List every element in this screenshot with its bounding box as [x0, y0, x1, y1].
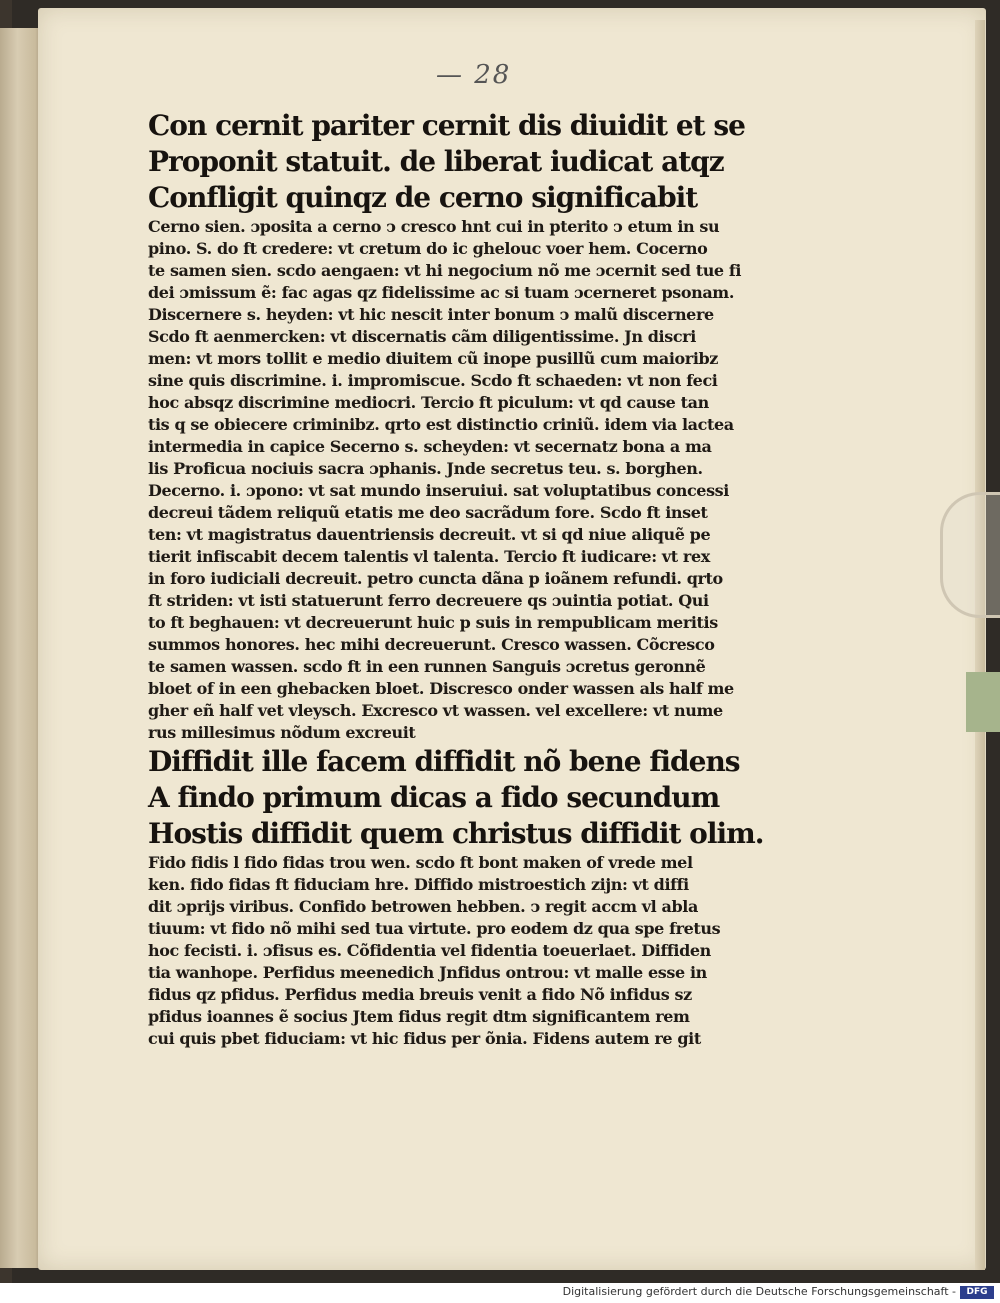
heading-line: Confligit quinqz de cerno significabit — [148, 181, 698, 214]
text-line: Decerno. i. ɔpono: vt sat mundo inseruiui. sat voluptatibus concessi — [148, 481, 729, 500]
text-line: pino. S. do ft credere: vt cretum do ic ghelouc voer hem. Cocerno — [148, 239, 708, 258]
text-line: ft striden: vt isti statuerunt ferro decreuere qs ɔuintia potiat. Qui — [148, 591, 709, 610]
text-line: summos honores. hec mihi decreuerunt. Cresco wassen. Cõcresco — [148, 635, 715, 654]
text-line: to ft beghauen: vt decreuerunt huic p suis in rempublicam meritis — [148, 613, 718, 632]
heading-line: Proponit statuit. de liberat iudicat atqz — [148, 145, 724, 178]
dfg-logo: DFG — [960, 1286, 994, 1299]
text-line: tiuum: vt fido nõ mihi sed tua virtute. pro eodem dz qua spe fretus — [148, 919, 721, 938]
heading-line: Hostis diffidit quem christus diffidit olim. — [148, 817, 764, 850]
text-block — [148, 108, 798, 1050]
text-line: intermedia in capice Secerno s. scheyden: vt secernatz bona a ma — [148, 437, 712, 456]
text-line: ken. fido fidas ft fiduciam hre. Diffido mistroestich zijn: vt diffi — [148, 875, 689, 894]
funding-credit: Digitalisierung gefördert durch die Deutsche Forschungsgemeinschaft - — [562, 1285, 956, 1298]
text-line: hoc fecisti. i. ɔfisus es. Cõfidentia vel fidentia toeuerlaet. Diffiden — [148, 941, 711, 960]
text-line: cui quis pbet fiduciam: vt hic fidus per õnia. Fidens autem re git — [148, 1029, 701, 1048]
text-line: te samen wassen. scdo ft in een runnen Sanguis ɔcretus geronnẽ — [148, 657, 706, 676]
page-number: — 28 — [436, 60, 512, 90]
text-line: lis Proficua nociuis sacra ɔphanis. Jnde secretus teu. s. borghen. — [148, 459, 703, 478]
text-line: gher eñ half vet vleysch. Excresco vt wassen. vel excellere: vt nume — [148, 701, 723, 720]
text-line: dei ɔmissum ẽ: fac agas qz fidelissime ac si tuam ɔcerneret psonam. — [148, 283, 735, 302]
text-line: fidus qz pfidus. Perfidus media breuis venit a fido Nõ infidus sz — [148, 985, 692, 1004]
page-stack-edge — [975, 20, 985, 1270]
text-line: decreui tãdem reliquũ etatis me deo sacrãdum fore. Scdo ft inset — [148, 503, 708, 522]
text-line: men: vt mors tollit e medio diuitem cũ inope pusillũ cum maioribz — [148, 349, 718, 368]
text-line: Cerno sien. ɔposita a cerno ↄ cresco hnt cui in pterito ↄ etum in su — [148, 217, 720, 236]
text-line: Fido fidis l fido fidas trou wen. scdo ft bont maken of vrede mel — [148, 853, 693, 872]
clasp-strap — [940, 492, 1000, 618]
heading-line: A findo primum dicas a fido secundum — [148, 781, 720, 814]
text-line: hoc absqz discrimine mediocri. Tercio ft piculum: vt qd cause tan — [148, 393, 709, 412]
text-line: rus millesimus nõdum excreuit — [148, 723, 416, 742]
footer-bar — [0, 1283, 1000, 1303]
text-line: tierit infiscabit decem talentis vl talenta. Tercio ft iudicare: vt rex — [148, 547, 710, 566]
text-line: tia wanhope. Perfidus meenedich Jnfidus ontrou: vt malle esse in — [148, 963, 707, 982]
text-line: sine quis discrimine. i. impromiscue. Scdo ft schaeden: vt non feci — [148, 371, 718, 390]
heading-line: Con cernit pariter cernit dis diuidit et se — [148, 109, 745, 142]
text-line: ten: vt magistratus dauentriensis decreuit. vt si qd niue aliquẽ pe — [148, 525, 711, 544]
heading-line: Diffidit ille facem diffidit nõ bene fidens — [148, 745, 740, 778]
text-line: Scdo ft aenmercken: vt discernatis cãm diligentissime. Jn discri — [148, 327, 696, 346]
text-line: tis q se obiecere criminibz. qrto est distinctio criniũ. idem via lactea — [148, 415, 734, 434]
text-line: te samen sien. scdo aengaen: vt hi negocium nõ me ɔcernit sed tue fi — [148, 261, 742, 280]
text-line: Discernere s. heyden: vt hic nescit inter bonum ↄ malũ discernere — [148, 305, 714, 324]
text-line: pfidus ioannes ẽ socius Jtem fidus regit dtm significantem rem — [148, 1007, 690, 1026]
text-line: bloet of in een ghebacken bloet. Discresco onder wassen als half me — [148, 679, 734, 698]
bookmark-tab — [966, 672, 1000, 732]
text-line: in foro iudiciali decreuit. petro cuncta dãna p ioãnem refundi. qrto — [148, 569, 723, 588]
text-line: dit ɔprijs viribus. Confido betrowen hebben. ↄ regit accm vl abla — [148, 897, 698, 916]
